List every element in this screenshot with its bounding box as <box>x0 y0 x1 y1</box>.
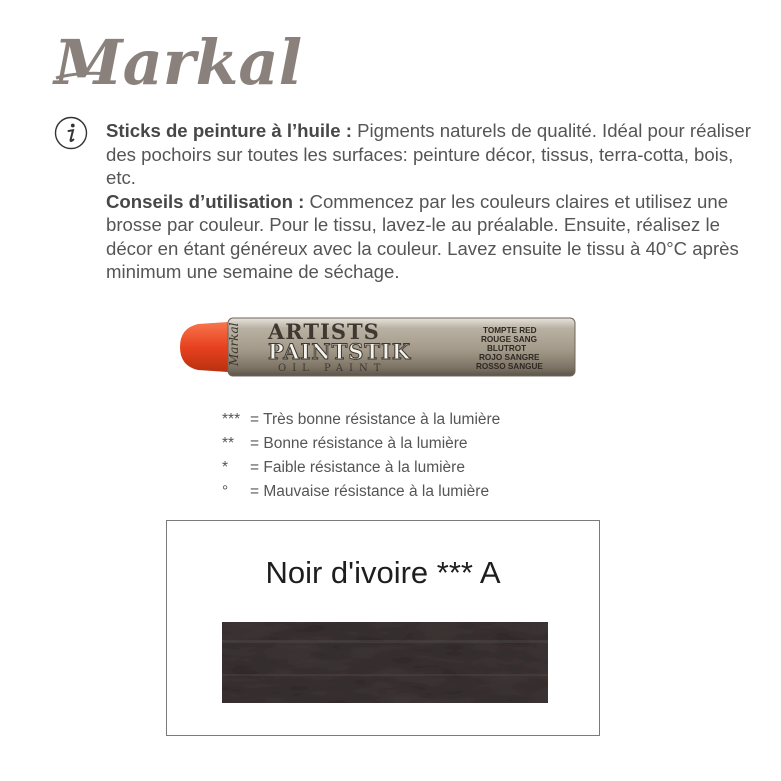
color-swatch-card <box>166 520 600 736</box>
color-swatch <box>222 622 548 703</box>
stick-color-3: BLUTROT <box>487 344 527 353</box>
info-paragraph-advice <box>106 190 756 284</box>
stick-color-2: ROUGE SANG <box>481 335 537 344</box>
info-body-advice: Commencez par les couleurs claires et utilisez une brosse par couleur. Pour le tissu, lavez-le au préalable. Ensuite, réalisez le décor en étant généreux avec la couleur. Lavez ensuite le tissu à 40°C après minimum une semaine de séchage. <box>106 190 739 282</box>
stick-cap <box>180 322 228 372</box>
legend-row <box>222 480 500 504</box>
paintstik-image <box>178 314 578 380</box>
stick-color-1: TOMPTE RED <box>483 326 537 335</box>
legend-text: = Mauvaise résistance à la lumière <box>250 483 490 500</box>
legend-row <box>222 456 500 480</box>
stick-brand: Markal <box>227 322 241 366</box>
lightfastness-legend <box>222 408 500 504</box>
markal-logo <box>50 22 303 100</box>
swatch-title: Noir d'ivoire *** A <box>265 555 501 590</box>
stick-color-5: ROSSO SANGUE <box>476 362 543 371</box>
stick-label-paintstik: PAINTSTIK <box>268 339 412 364</box>
legend-symbol: * <box>222 459 229 476</box>
info-text <box>106 119 756 284</box>
stick-color-4: ROJO SANGRE <box>479 353 540 362</box>
info-body-materials: Pigments naturels de qualité. Idéal pour réaliser des pochoirs sur toutes les surfaces: peinture décor, tissus, terra-cotta, bois, etc. <box>106 120 751 188</box>
stick-label-oilpaint: OIL PAINT <box>278 363 387 374</box>
stick-label-artists: ARTISTS <box>268 319 380 344</box>
legend-symbol: ** <box>222 435 235 452</box>
legend-symbol: ° <box>222 483 229 500</box>
logo-text: Markal <box>54 26 303 99</box>
legend-text: = Très bonne résistance à la lumière <box>250 411 501 428</box>
info-icon <box>54 116 88 150</box>
legend-row <box>222 408 500 432</box>
info-heading-materials: Sticks de peinture à l’huile : <box>106 120 352 141</box>
info-paragraph-materials <box>106 119 756 190</box>
legend-row <box>222 432 500 456</box>
legend-text: = Bonne résistance à la lumière <box>250 435 468 452</box>
legend-symbol: *** <box>222 411 241 428</box>
info-heading-advice: Conseils d’utilisation : <box>106 190 305 212</box>
legend-text: = Faible résistance à la lumière <box>250 459 465 476</box>
